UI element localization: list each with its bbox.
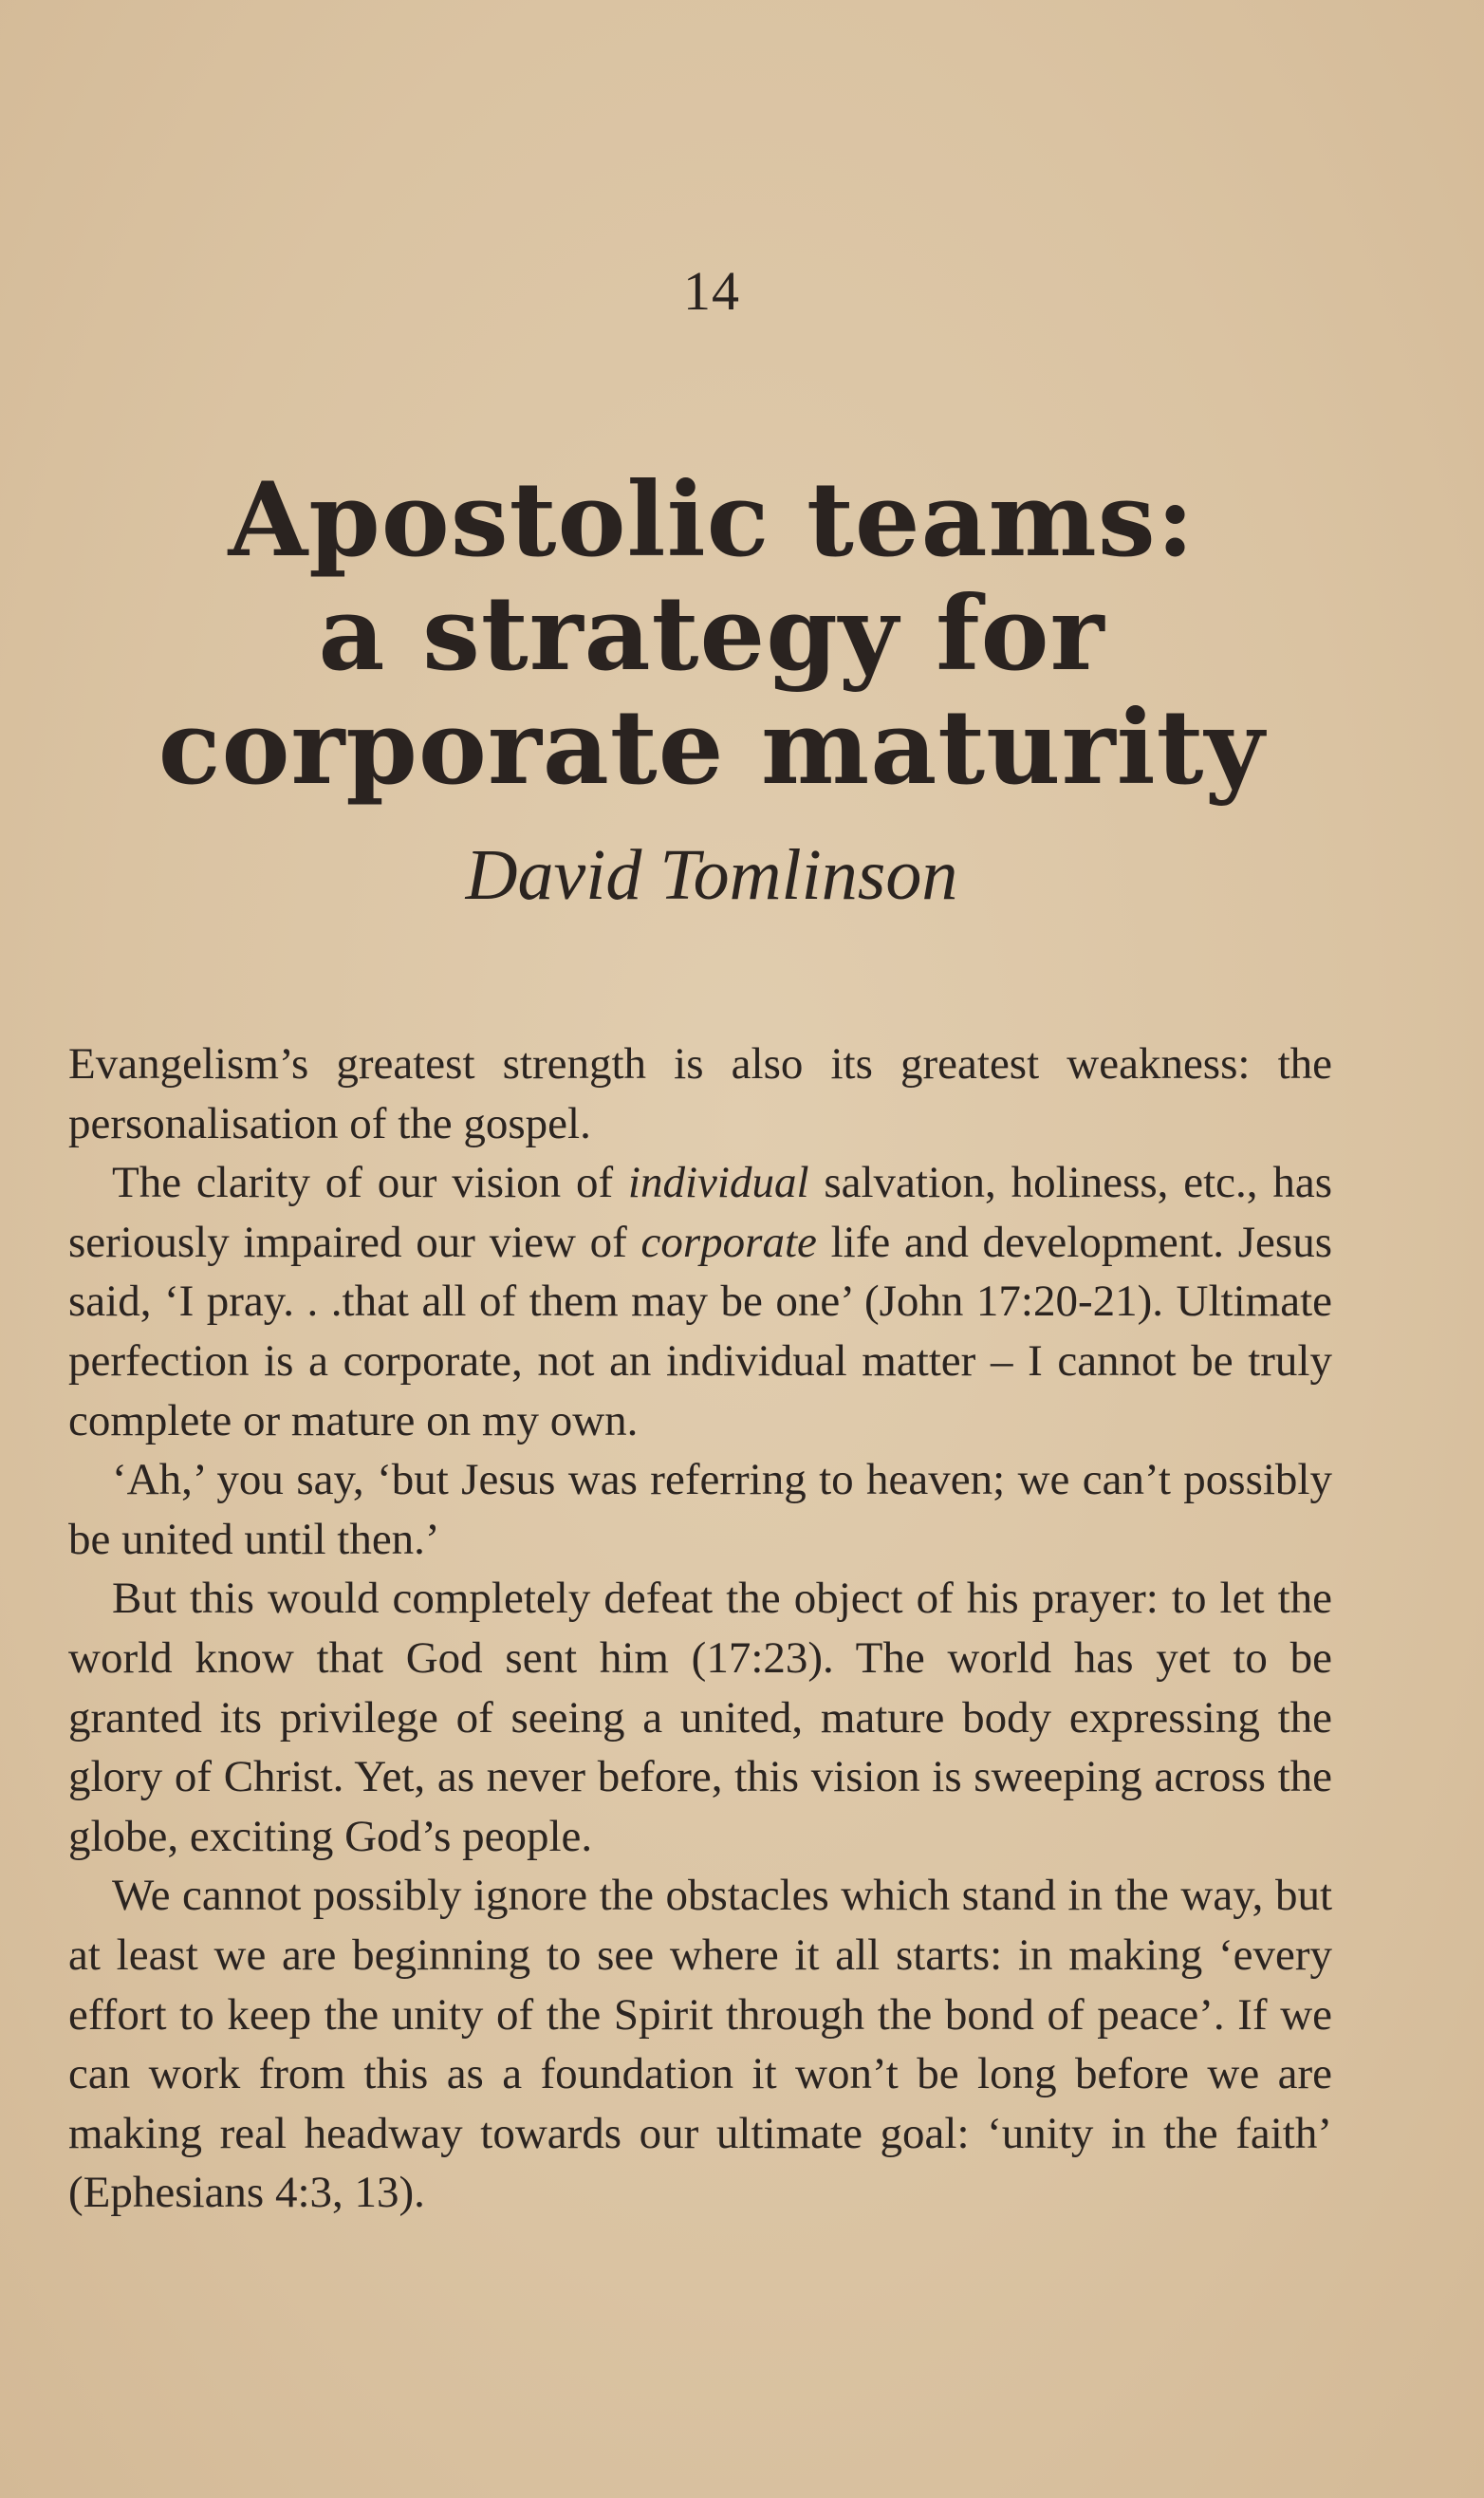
paragraph-2-text-c: life and development. Jesus said, ‘I pray. . .that all of them may be one’ (John 17:20-21). Ultimate perfection is a corporate, not an individual matter – I cannot be truly complete or mature on my own. bbox=[68, 1217, 1332, 1445]
emphasis-individual: individual bbox=[627, 1158, 809, 1208]
paragraph-5: We cannot possibly ignore the obstacles which stand in the way, but at least we are beginning to see where it all starts: in making ‘every effort to keep the unity of the Spirit through the bond of peace’. If we can work from this as a foundation it won’t be long before we are making real headway towards our ultimate goal: ‘unity in the faith’ (Ephesians 4:3, 13). bbox=[68, 1871, 1332, 2218]
paragraph-2-text-b: salvation, holiness, etc., has seriously impaired our view of bbox=[68, 1158, 1332, 1267]
paragraph-4: But this would completely defeat the object of his prayer: to let the world know that God sent him (17:23). The world has yet to be granted its privilege of seeing a united, mature body expressing the glory of Christ. Yet, as never before, this vision is sweeping across the globe, exciting God’s people. bbox=[68, 1574, 1332, 1861]
paragraph-2-text-a: The clarity of our vision of bbox=[112, 1158, 628, 1208]
emphasis-corporate: corporate bbox=[640, 1217, 817, 1267]
page-number: 14 bbox=[683, 260, 740, 322]
chapter-title-line-2: a strategy for bbox=[318, 574, 1105, 694]
paragraph-1: Evangelism’s greatest strength is also its greatest weakness: the personalisation of the gospel. bbox=[68, 1039, 1332, 1148]
paragraph-2 bbox=[68, 1153, 1332, 1450]
body-text bbox=[68, 1035, 1332, 2223]
author-name: David Tomlinson bbox=[465, 835, 958, 915]
paragraph-3: ‘Ah,’ you say, ‘but Jesus was referring to heaven; we can’t possibly be united until then.’ bbox=[68, 1455, 1332, 1564]
chapter-title-line-3: corporate maturity bbox=[158, 688, 1266, 808]
chapter-title-line-1: Apostolic teams: bbox=[228, 460, 1196, 580]
chapter-title bbox=[0, 460, 1423, 808]
